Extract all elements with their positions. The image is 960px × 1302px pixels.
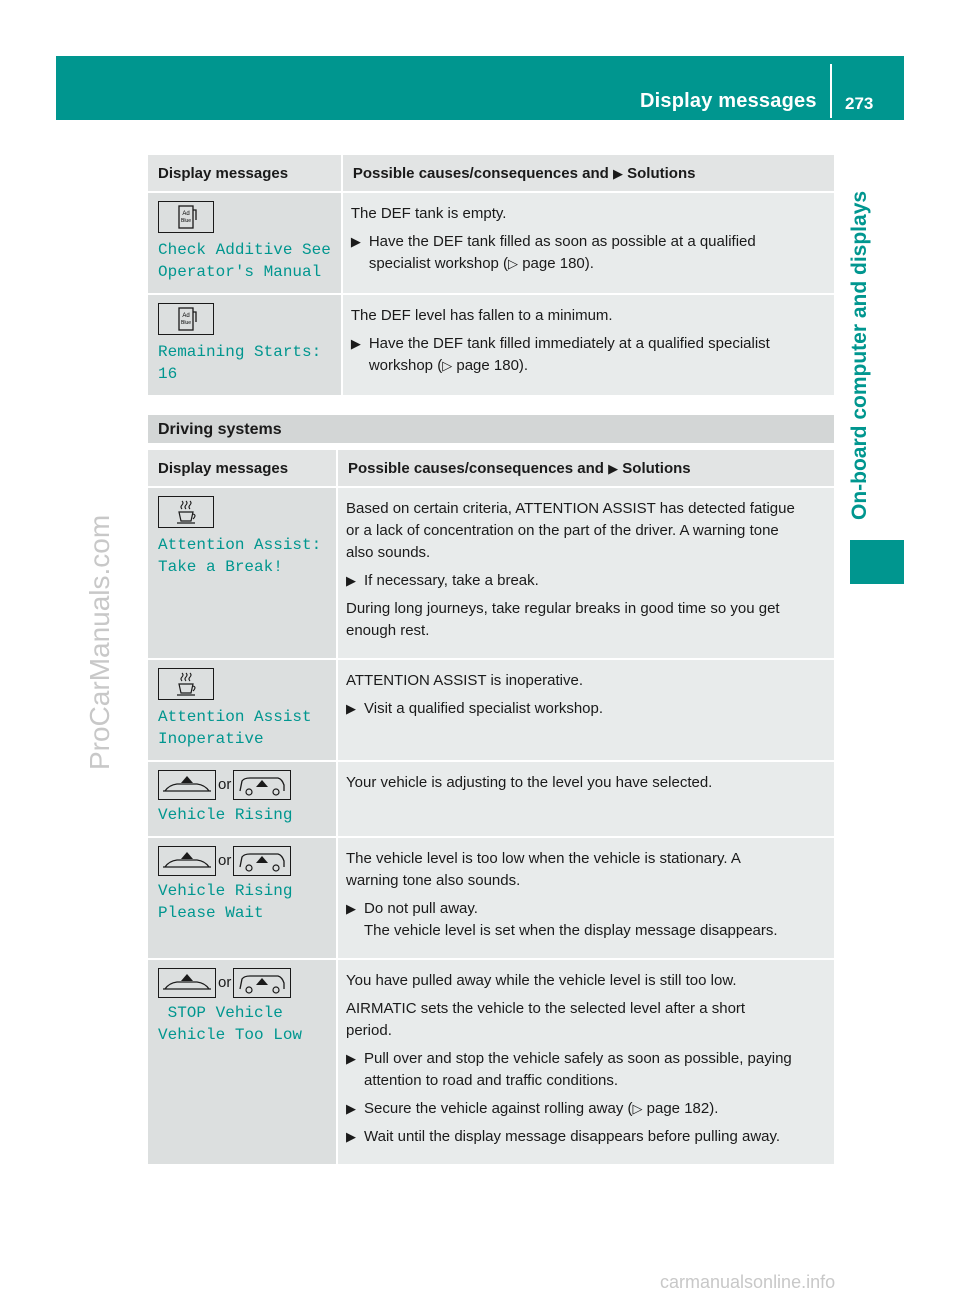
col-header-solutions-text: Solutions (627, 164, 696, 182)
action-item (351, 333, 826, 377)
action-arrow-icon: ▶ (346, 573, 356, 588)
chapter-side-label: On-board computer and displays (848, 190, 871, 520)
page-ref-icon: ▷ (632, 1101, 643, 1116)
solution-cell (336, 488, 834, 660)
table-row (148, 960, 834, 1166)
page-ref-icon: ▷ (442, 358, 453, 373)
col-header-causes-text: Possible causes/consequences and (352, 164, 609, 182)
action-text: Visit a qualified specialist workshop. (364, 700, 604, 717)
header-divider (830, 64, 832, 118)
page-ref-icon: ▷ (508, 256, 519, 271)
display-message-line: Please Wait (158, 904, 264, 922)
col-header-display-messages: Display messages (148, 155, 341, 193)
coffee-cup-icon (158, 496, 214, 528)
suv-rising-icon (233, 968, 291, 998)
col-header-causes (336, 450, 834, 488)
action-item (346, 570, 826, 592)
display-message-line: Vehicle Rising (158, 882, 293, 900)
arrow-right-icon: ▶ (608, 460, 619, 476)
note-line: AIRMATIC sets the vehicle to the selected level after a short (346, 1000, 746, 1017)
svg-text:Ad: Ad (182, 313, 190, 319)
cause-line: also sounds. (346, 544, 431, 561)
action-text: Have the DEF tank filled immediately at a qualified specialist (368, 335, 770, 352)
cause-text: Your vehicle is adjusting to the level you have selected. (346, 774, 713, 791)
message-cell (148, 762, 336, 838)
cause-text (346, 848, 826, 892)
cause-line: or a lack of concentration on the part of the driver. A warning tone (346, 522, 779, 539)
adblue-icon (158, 201, 214, 233)
display-message-line: Vehicle Too Low (158, 1026, 303, 1044)
table-header-row (148, 450, 834, 488)
action-arrow-icon: ▶ (350, 234, 361, 249)
display-messages-table-driving (148, 450, 834, 1166)
display-message-line: Remaining Starts: (158, 343, 322, 361)
display-messages-table-def (148, 155, 834, 397)
action-text: Do not pull away. (364, 900, 478, 917)
solution-cell (336, 762, 834, 838)
action-text: Have the DEF tank filled as soon as possible at a qualified (368, 233, 756, 250)
cause-text: You have pulled away while the vehicle level is still too low. (346, 972, 737, 989)
svg-text:Blue: Blue (180, 320, 192, 326)
note-line: enough rest. (346, 622, 430, 639)
display-message-line: Operator's Manual (158, 263, 322, 281)
action-arrow-icon: ▶ (346, 701, 356, 716)
adblue-icon (158, 303, 214, 335)
action-arrow-icon: ▶ (350, 336, 361, 351)
col-header-display-messages: Display messages (148, 450, 336, 488)
action-text: Pull over and stop the vehicle safely as soon as possible, paying (364, 1050, 792, 1067)
solution-cell (341, 295, 834, 397)
action-item (346, 698, 826, 720)
action-text: If necessary, take a break. (364, 572, 539, 589)
display-message-line: Inoperative (158, 730, 264, 748)
vehicle-rising-icon (158, 968, 216, 998)
note-text (346, 598, 826, 642)
note-line: During long journeys, take regular breaks in good time so you get (346, 600, 780, 617)
action-note: The vehicle level is set when the display message disappears. (364, 922, 778, 939)
action-arrow-icon: ▶ (346, 901, 356, 916)
or-label: or (218, 852, 232, 869)
table-header-row (148, 155, 834, 193)
action-item (346, 1098, 826, 1120)
cause-text: The DEF level has fallen to a minimum. (350, 307, 613, 324)
table-row (148, 660, 834, 762)
col-header-causes (341, 155, 834, 193)
action-item (346, 1126, 826, 1148)
display-message-line: STOP Vehicle (158, 1004, 283, 1022)
action-item (346, 898, 826, 942)
action-text: page 180). (518, 255, 594, 272)
cause-line: The vehicle level is too low when the vehicle is stationary. A (346, 850, 741, 867)
table-row (148, 193, 834, 295)
page-number: 273 (845, 94, 874, 113)
display-message-line: Attention Assist (158, 708, 312, 726)
display-message-line: Check Additive See (158, 241, 331, 259)
display-message-line: Take a Break! (158, 558, 283, 576)
vehicle-rising-icon (158, 846, 216, 876)
footer-watermark: carmanualsonline.info (660, 1272, 836, 1292)
cause-text (346, 498, 826, 564)
action-text: page 182). (642, 1100, 719, 1117)
solution-cell (341, 193, 834, 295)
table-row (148, 838, 834, 960)
message-cell (148, 960, 336, 1166)
action-text: specialist workshop ( (368, 255, 509, 272)
action-item (351, 231, 826, 275)
vehicle-rising-icon (158, 770, 216, 800)
note-line: period. (346, 1022, 392, 1039)
page-header-title: Display messages (640, 90, 817, 112)
message-cell (148, 838, 336, 960)
cause-line: Based on certain criteria, ATTENTION ASSIST has detected fatigue (346, 500, 795, 517)
action-arrow-icon: ▶ (346, 1101, 356, 1116)
section-title: Driving systems (158, 421, 282, 438)
cause-text: The DEF tank is empty. (350, 205, 507, 222)
table-row (148, 295, 834, 397)
chapter-tab-block (850, 540, 904, 584)
or-label: or (218, 974, 232, 991)
action-arrow-icon: ▶ (346, 1051, 356, 1066)
action-arrow-icon: ▶ (346, 1129, 356, 1144)
action-text: page 180). (452, 357, 529, 374)
display-message-line: Attention Assist: (158, 536, 322, 554)
cause-text: ATTENTION ASSIST is inoperative. (346, 672, 584, 689)
suv-rising-icon (233, 846, 291, 876)
solution-cell (336, 660, 834, 762)
col-header-solutions-text: Solutions (622, 459, 691, 477)
action-text: attention to road and traffic conditions. (364, 1072, 619, 1089)
col-header-causes-text: Possible causes/consequences and (348, 459, 604, 477)
action-item (346, 1048, 826, 1092)
display-message-line: Vehicle Rising (158, 806, 293, 824)
display-message-line: 16 (158, 365, 178, 383)
coffee-cup-icon (158, 668, 214, 700)
cause-line: warning tone also sounds. (346, 872, 521, 889)
arrow-right-icon: ▶ (612, 165, 623, 181)
note-text (346, 998, 826, 1042)
svg-text:Ad: Ad (182, 211, 190, 217)
suv-rising-icon (233, 770, 291, 800)
action-text: workshop ( (368, 357, 443, 374)
or-label: or (218, 776, 232, 793)
action-text: Secure the vehicle against rolling away ( (364, 1100, 633, 1117)
action-text: Wait until the display message disappears before pulling away. (364, 1128, 781, 1145)
table-row (148, 488, 834, 660)
svg-text:Blue: Blue (180, 218, 192, 224)
message-cell (148, 193, 341, 295)
solution-cell (336, 838, 834, 960)
message-cell (148, 488, 336, 660)
table-row (148, 762, 834, 838)
solution-cell (336, 960, 834, 1166)
watermark: ProCarManuals.com (84, 514, 115, 770)
message-cell (148, 660, 336, 762)
message-cell (148, 295, 341, 397)
